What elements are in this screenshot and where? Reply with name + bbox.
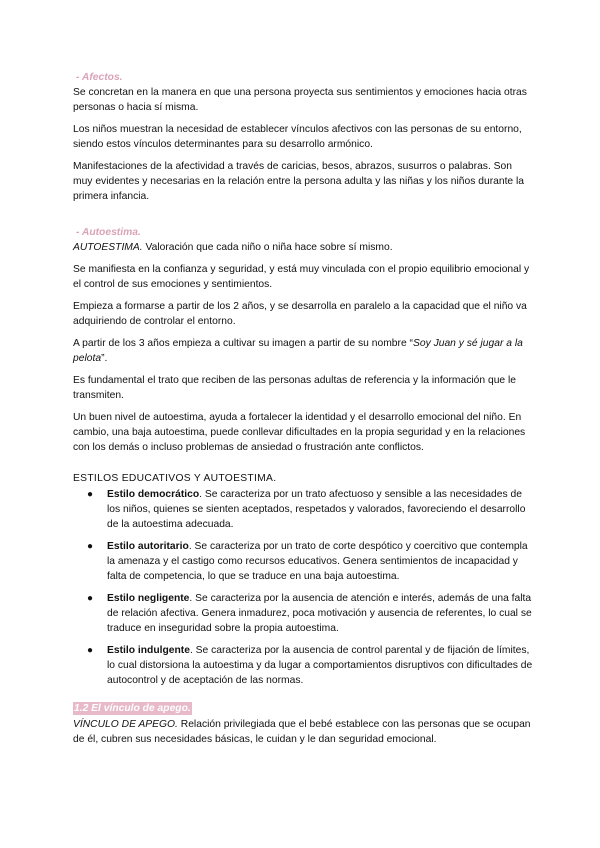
afectos-paragraph: Manifestaciones de la afectividad a través de caricias, besos, abrazos, susurros o palabras. Son muy evidentes y necesarias en la relación entre la persona adulta y las niñas y los niños durante la primera infancia.: [73, 161, 525, 202]
afectos-paragraph: Se concretan en la manera en que una persona proyecta sus sentimientos y emociones hacia otras personas o hacia sí misma.: [73, 87, 527, 113]
estilos-list: [73, 487, 533, 688]
bullet-icon: ●: [87, 489, 94, 500]
estilo-text: . Se caracteriza por un trato de corte despótico y coercitivo que contempla la amenaza y el castigo como recursos educativos. Genera sentimientos de incapacidad y falta de competencia, lo que se traduce en una baja autoestima.: [107, 541, 528, 582]
document-page: [73, 70, 533, 754]
apego-heading-row: [73, 701, 533, 716]
apego-definition: [73, 717, 533, 747]
apego-definition-text: Relación privilegiada que el bebé establece con las personas que se ocupan de él, cubren sus necesidades básicas, le cuidan y le dan seguridad emocional.: [73, 719, 531, 745]
list-item: [73, 487, 533, 532]
estilo-term: Estilo negligente: [107, 593, 190, 604]
apego-term: VÍNCULO DE APEGO.: [73, 719, 178, 730]
estilo-text: . Se caracteriza por la ausencia de control parental y de fijación de límites, lo cual distorsiona la autoestima y da lugar a comportamientos disruptivos con dificultades de autocontrol y de aceptación de las normas.: [107, 645, 533, 686]
bullet-icon: ●: [87, 541, 94, 552]
autoestima-paragraph: Un buen nivel de autoestima, ayuda a fortalecer la identidad y el desarrollo emocional del niño. En cambio, una baja autoestima, puede conllevar dificultades en la propia seguridad y en la relaciones con los demás o incluso problemas de ansiedad o frustración ante conflictos.: [73, 412, 526, 453]
estilo-text: . Se caracteriza por la ausencia de atención e interés, además de una falta de relación afectiva. Genera inmadurez, poca motivación y ausencia de referentes, lo cual se traduce en inseguridad sobre la propia autoestima.: [107, 593, 532, 634]
autoestima-paragraph: Se manifiesta en la confianza y seguridad, y está muy vinculada con el propio equilibrio emocional y el control de sus emociones y sentimientos.: [73, 264, 530, 290]
list-item: [73, 539, 533, 584]
quote-italic: Soy Juan y sé jugar a la pelota: [73, 338, 523, 364]
estilo-term: Estilo indulgente: [107, 645, 190, 656]
autoestima-heading: - Autoestima.: [76, 227, 141, 238]
autoestima-paragraph: Empieza a formarse a partir de los 2 años, y se desarrolla en paralelo a la capacidad que el niño va adquiriendo de controlar el entorno.: [73, 301, 527, 327]
estilo-term: Estilo democrático: [107, 489, 200, 500]
estilos-heading: ESTILOS EDUCATIVOS Y AUTOESTIMA.: [73, 473, 277, 484]
afectos-paragraph: Los niños muestran la necesidad de establecer vínculos afectivos con las personas de su entorno, siendo estos vínculos determinantes para su desarrollo armónico.: [73, 124, 522, 150]
list-item: [73, 643, 533, 688]
autoestima-definition: [73, 240, 533, 255]
estilo-term: Estilo autoritario: [107, 541, 189, 552]
quote-intro: A partir de los 3 años empieza a cultivar su imagen a partir de su nombre “: [73, 338, 413, 349]
autoestima-term: AUTOESTIMA.: [73, 242, 143, 253]
list-item: [73, 591, 533, 636]
apego-heading: 1.2 El vínculo de apego.: [74, 703, 191, 714]
autoestima-definition-text: Valoración que cada niño o niña hace sobre sí mismo.: [142, 242, 393, 253]
autoestima-quote-paragraph: [73, 336, 533, 366]
bullet-icon: ●: [87, 593, 94, 604]
afectos-heading: - Afectos.: [76, 72, 123, 83]
bullet-icon: ●: [87, 645, 94, 656]
quote-end: ”.: [101, 353, 108, 364]
estilo-text: . Se caracteriza por un trato afectuoso y sensible a las necesidades de los niños, quienes se sienten aceptados, respetados y valorados, favoreciendo el desarrollo de la autoestima adecuada.: [107, 489, 526, 530]
autoestima-paragraph: Es fundamental el trato que reciben de las personas adultas de referencia y la información que le transmiten.: [73, 375, 517, 401]
